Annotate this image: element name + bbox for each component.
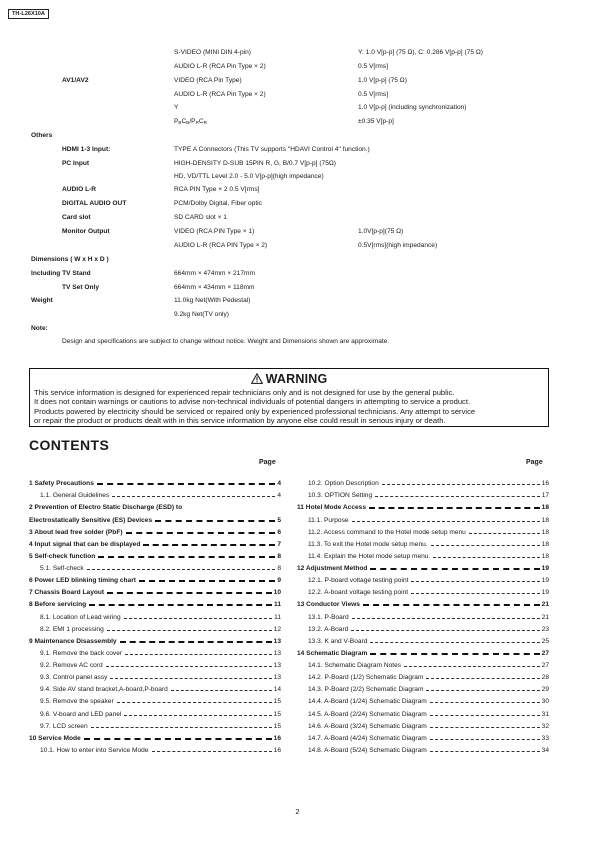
toc-entry-label: 14.6. A-Board (3/24) Schematic Diagram bbox=[308, 722, 427, 730]
toc-leader-line bbox=[89, 604, 272, 606]
toc-entry-label: 9.7. LCD screen bbox=[40, 722, 88, 730]
toc-entry[interactable] bbox=[29, 572, 281, 584]
toc-entry[interactable] bbox=[29, 621, 281, 633]
spec-av-audio: AUDIO L-R (RCA Pin Type × 2) bbox=[174, 91, 266, 98]
toc-entry[interactable] bbox=[297, 584, 549, 596]
toc-entry-label: 11.3. To exit the Hotel mode setup menu. bbox=[308, 540, 428, 548]
toc-entry-label: 9.4. Side AV stand bracket,A-board,P-board bbox=[40, 686, 168, 694]
toc-entry[interactable] bbox=[297, 608, 549, 620]
spec-digital-audio-label: DIGITAL AUDIO OUT bbox=[62, 200, 127, 207]
toc-leader-line bbox=[125, 654, 272, 655]
toc-entry[interactable] bbox=[297, 560, 549, 572]
model-number-tag: TH-L26X10A bbox=[8, 9, 49, 19]
spec-hdmi-label: HDMI 1-3 Input: bbox=[62, 146, 111, 153]
warning-text bbox=[34, 388, 475, 426]
toc-entry-page: 23 bbox=[541, 625, 549, 633]
toc-entry-label: 10 Service Mode bbox=[29, 734, 81, 742]
toc-entry-page: 13 bbox=[273, 662, 281, 669]
toc-entry[interactable] bbox=[297, 548, 549, 560]
toc-leader-line bbox=[152, 751, 272, 752]
toc-leader-line bbox=[352, 618, 540, 619]
spec-incl-stand-value: 664mm × 474mm × 217mm bbox=[174, 270, 255, 277]
toc-entry-page: 25 bbox=[541, 637, 549, 645]
toc-entry[interactable] bbox=[29, 669, 281, 681]
toc-entry-label: 14.7. A-Board (4/24) Schematic Diagram bbox=[308, 734, 427, 742]
toc-leader-line bbox=[98, 556, 275, 558]
toc-entry-page: 15 bbox=[273, 722, 281, 730]
page-number: 2 bbox=[295, 807, 300, 816]
toc-entry-page: 30 bbox=[541, 698, 549, 706]
spec-pc-value: HIGH-DENSITY D-SUB 15PIN R, G, B/0.7 V[p-p] (75Ω) bbox=[174, 160, 337, 167]
toc-entry-label: 13.1. P-Board bbox=[308, 613, 349, 621]
toc-entry-label: 9.5. Remove the speaker bbox=[40, 698, 114, 706]
spec-audio-lr-value: RCA PIN Type × 2 0.5 V[rms] bbox=[174, 186, 260, 193]
toc-leader-line bbox=[433, 557, 539, 558]
toc-leader-line bbox=[106, 666, 272, 667]
toc-entry-label: 9 Maintenance Disassembly bbox=[29, 637, 117, 645]
toc-entry-label: 11.1. Purpose bbox=[308, 516, 349, 524]
toc-entry[interactable] bbox=[29, 608, 281, 620]
toc-entry[interactable] bbox=[297, 645, 549, 657]
toc-entry[interactable] bbox=[29, 681, 281, 693]
spec-av-label: AV1/AV2 bbox=[62, 77, 89, 84]
toc-entry-label: 1.1. General Guidelines bbox=[40, 492, 110, 500]
toc-entry-page: 19 bbox=[541, 577, 549, 585]
toc-entry-label: 12 Adjustment Method bbox=[297, 565, 368, 572]
toc-entry[interactable] bbox=[297, 621, 549, 633]
toc-entry-label: 2 Prevention of Electro Static Discharge (ESD) to bbox=[29, 504, 183, 512]
toc-entry[interactable] bbox=[29, 511, 281, 523]
toc-leader-line bbox=[370, 568, 539, 570]
toc-entry[interactable] bbox=[29, 596, 281, 608]
toc-entry[interactable] bbox=[29, 705, 281, 717]
warning-line: or repair the product or products dealt with in this service information by anyone else could result in serious injury or death. bbox=[34, 416, 446, 426]
toc-entry-label: 10.3. OPTION Setting bbox=[308, 492, 373, 500]
toc-entry[interactable] bbox=[29, 693, 281, 705]
toc-entry-label: 8.1. Location of Lead wiring bbox=[40, 613, 121, 621]
toc-entry-label: 11 Hotel Mode Access bbox=[297, 504, 367, 512]
toc-entry-label: 14.1. Schematic Diagram Notes bbox=[308, 662, 402, 669]
spec-pc-sync-value: HD, VD/TTL Level 2.0 - 5.0 V[p-p](high impedance) bbox=[174, 173, 324, 180]
toc-entry-page: 28 bbox=[541, 674, 549, 682]
toc-entry[interactable] bbox=[297, 499, 549, 511]
toc-entry[interactable] bbox=[297, 693, 549, 705]
toc-entry-page: 13 bbox=[273, 674, 281, 682]
toc-entry-label: 6 Power LED blinking timing chart bbox=[29, 577, 136, 585]
toc-entry[interactable] bbox=[29, 560, 281, 572]
toc-leader-line bbox=[120, 641, 272, 643]
toc-entry[interactable] bbox=[297, 705, 549, 717]
toc-entry-page: 4 bbox=[277, 480, 281, 488]
toc-leader-line bbox=[404, 666, 540, 667]
toc-entry[interactable] bbox=[297, 657, 549, 669]
toc-leader-line bbox=[363, 604, 540, 606]
toc-leader-line bbox=[117, 702, 272, 703]
toc-entry-page: 34 bbox=[541, 746, 549, 754]
toc-entry-label: 14.2. P-Board (1/2) Schematic Diagram bbox=[308, 674, 424, 682]
spec-monitor-audio-value: 0.5V[rms](high impedance) bbox=[358, 242, 438, 249]
toc-entry-page: 18 bbox=[541, 540, 549, 548]
toc-entry-label: 13 Conductor Views bbox=[297, 601, 360, 609]
toc-right-column bbox=[297, 475, 549, 754]
warning-box bbox=[29, 368, 549, 427]
toc-leader-line bbox=[370, 642, 539, 643]
toc-entry[interactable] bbox=[297, 596, 549, 608]
toc-entry-label: 12.2. A-board voltage testing point bbox=[308, 589, 409, 597]
spec-hdmi-value: TYPE A Connectors (This TV supports "HDAVI Control 4" function.) bbox=[174, 146, 370, 153]
spec-dimensions-heading: Dimensions ( W x H x D ) bbox=[31, 256, 109, 263]
toc-entry-page: 13 bbox=[273, 649, 281, 657]
toc-entry-page: 11 bbox=[274, 613, 281, 621]
toc-entry[interactable] bbox=[297, 524, 549, 536]
toc-leader-line bbox=[430, 739, 540, 740]
warning-icon bbox=[251, 373, 263, 384]
spec-component-y: Y bbox=[174, 104, 179, 111]
toc-leader-line bbox=[171, 690, 272, 691]
spec-audio-lr-label: AUDIO L-R bbox=[62, 186, 97, 193]
toc-entry-page: 11 bbox=[274, 601, 281, 609]
spec-digital-audio-value: PCM/Dolby Digital, Fiber optic bbox=[174, 200, 262, 207]
spec-tv-only-label: TV Set Only bbox=[62, 284, 100, 291]
spec-tv-only-value: 664mm × 434mm × 118mm bbox=[174, 284, 255, 291]
spec-monitor-audio: AUDIO L-R (RCA PIN Type × 2) bbox=[174, 242, 268, 249]
toc-entry[interactable] bbox=[29, 633, 281, 645]
warning-line: This service information is designed for experienced repair technicians only and is not designed for use by the general public. bbox=[34, 388, 455, 397]
toc-entry-page: 4 bbox=[277, 492, 281, 500]
toc-leader-line bbox=[107, 630, 272, 631]
spec-svideo: S-VIDEO (MINI DIN 4-pin) bbox=[174, 49, 251, 56]
spec-note-heading: Note: bbox=[31, 325, 48, 332]
toc-entry-page: 27 bbox=[541, 662, 549, 669]
toc-entry-page: 16 bbox=[273, 734, 281, 742]
toc-entry-page: 16 bbox=[273, 746, 281, 754]
toc-entry[interactable] bbox=[29, 548, 281, 560]
toc-leader-line bbox=[87, 569, 276, 570]
contents-title: CONTENTS bbox=[29, 437, 110, 453]
toc-entry[interactable] bbox=[297, 633, 549, 645]
toc-leader-line bbox=[469, 533, 540, 534]
toc-entry[interactable] bbox=[297, 730, 549, 742]
toc-leader-line bbox=[411, 581, 539, 582]
toc-entry-label: 9.3. Control panel assy bbox=[40, 674, 108, 682]
toc-entry-label: 1 Safety Precautions bbox=[29, 480, 94, 488]
spec-svideo-audio-value: 0.5 V[rms] bbox=[358, 63, 389, 70]
toc-leader-line bbox=[369, 507, 540, 509]
toc-entry-label: 14.4. A-Board (1/24) Schematic Diagram bbox=[308, 698, 427, 706]
toc-leader-line bbox=[97, 483, 275, 485]
toc-entry-label: 4 Input signal that can be displayed bbox=[29, 540, 141, 548]
toc-left-column bbox=[29, 475, 281, 754]
toc-leader-line bbox=[107, 592, 272, 594]
toc-entry-label: 5 Self-check function bbox=[29, 552, 96, 560]
spec-svideo-value: Y: 1.0 V[p-p] (75 Ω), C: 0.286 V[p-p] (75 Ω) bbox=[358, 49, 483, 56]
spec-incl-stand-label: Including TV Stand bbox=[31, 270, 91, 277]
toc-leader-line bbox=[431, 545, 540, 546]
toc-entry-page: 29 bbox=[541, 686, 549, 694]
toc-entry-label: 11.4. Explain the Hotel mode setup menu. bbox=[308, 552, 431, 560]
toc-entry[interactable] bbox=[297, 487, 549, 499]
toc-entry-page: 8 bbox=[277, 552, 281, 560]
toc-leader-line bbox=[84, 738, 272, 740]
toc-entry-page: 10 bbox=[273, 589, 281, 597]
toc-entry-label: 14.5. A-Board (2/24) Schematic Diagram bbox=[308, 710, 427, 718]
toc-entry[interactable] bbox=[29, 536, 281, 548]
toc-entry[interactable] bbox=[297, 718, 549, 730]
toc-entry-page: 31 bbox=[541, 710, 549, 718]
spec-card-slot-label: Card slot bbox=[62, 214, 91, 221]
toc-leader-line bbox=[426, 678, 539, 679]
toc-leader-line bbox=[112, 496, 275, 497]
toc-entry-page: 21 bbox=[541, 601, 549, 609]
toc-entry-page: 18 bbox=[541, 504, 549, 512]
toc-entry-page: 19 bbox=[541, 565, 549, 572]
toc-entry-label: 12.1. P-board voltage testing point bbox=[308, 577, 409, 585]
toc-leader-line bbox=[426, 690, 539, 691]
toc-entry-page: 17 bbox=[541, 492, 549, 500]
toc-entry-label: 8.2. EMI 1 processing bbox=[40, 625, 104, 633]
spec-card-slot-value: SD CARD slot × 1 bbox=[174, 214, 227, 221]
toc-entry-page: 19 bbox=[541, 589, 549, 597]
toc-entry[interactable] bbox=[297, 511, 549, 523]
spec-note-text: Design and specifications are subject to change without notice. Weight and Dimensions shown are approximate. bbox=[62, 338, 390, 345]
warning-line: It does not contain warnings or cautions to advise non-technical individuals of potential dangers in attempting to service a product. bbox=[34, 397, 471, 407]
toc-leader-line bbox=[155, 520, 275, 522]
spec-av-video: VIDEO (RCA Pin Type) bbox=[174, 77, 242, 84]
toc-leader-line bbox=[124, 618, 272, 619]
toc-leader-line bbox=[382, 484, 540, 485]
spec-weight-tv-only: 9.2kg Net(TV only) bbox=[174, 311, 229, 318]
warning-line: Products powered by electricity should be serviced or repaired only by experienced professional technicians. Any attempt to service bbox=[34, 406, 476, 416]
toc-leader-line bbox=[430, 727, 540, 728]
toc-leader-line bbox=[91, 727, 272, 728]
toc-entry[interactable] bbox=[29, 730, 281, 742]
toc-entry-label: 3 About lead free solder (PbF) bbox=[29, 528, 123, 536]
toc-entry[interactable] bbox=[29, 645, 281, 657]
spec-monitor-video-value: 1.0V[p-p](75 Ω) bbox=[358, 228, 404, 235]
toc-leader-line bbox=[411, 593, 540, 594]
toc-entry[interactable] bbox=[29, 657, 281, 669]
toc-leader-line bbox=[126, 532, 276, 534]
toc-entry[interactable] bbox=[297, 669, 549, 681]
toc-leader-line bbox=[110, 678, 271, 679]
page-column-header-left: Page bbox=[259, 459, 276, 466]
spec-monitor-video: VIDEO (RCA PIN Type × 1) bbox=[174, 228, 255, 235]
spec-monitor-output-label: Monitor Output bbox=[62, 228, 110, 235]
toc-entry-page: 21 bbox=[541, 613, 549, 621]
toc-entry-page: 8 bbox=[277, 565, 281, 572]
toc-entry-page: 15 bbox=[273, 710, 281, 718]
toc-entry[interactable] bbox=[29, 475, 281, 487]
toc-entry-label: 9.1. Remove the back cover bbox=[40, 649, 123, 657]
toc-entry-label: 13.3. K and V-Board bbox=[308, 637, 368, 645]
toc-entry[interactable] bbox=[297, 572, 549, 584]
toc-entry-label: 10.1. How to enter into Service Mode bbox=[40, 746, 149, 754]
toc-entry-page: 18 bbox=[541, 552, 549, 560]
toc-entry[interactable] bbox=[297, 475, 549, 487]
warning-title-text: WARNING bbox=[265, 372, 328, 386]
toc-entry[interactable] bbox=[297, 742, 549, 754]
toc-leader-line bbox=[430, 751, 540, 752]
toc-leader-line bbox=[430, 715, 540, 716]
spec-others-heading: Others bbox=[31, 132, 53, 139]
toc-leader-line bbox=[375, 496, 540, 497]
toc-entry-label: Electrostatically Sensitive (ES) Devices bbox=[29, 516, 153, 524]
toc-leader-line bbox=[370, 653, 539, 655]
toc-entry-page: 16 bbox=[541, 480, 549, 488]
toc-entry[interactable] bbox=[29, 487, 281, 499]
toc-entry-page: 27 bbox=[541, 649, 549, 657]
toc-entry-label: 10.2. Option Description bbox=[308, 480, 379, 488]
toc-entry[interactable] bbox=[297, 536, 549, 548]
toc-entry-page: 18 bbox=[541, 516, 549, 524]
toc-entry-label: 8 Before servicing bbox=[29, 601, 87, 609]
toc-entry-label: 14.3. P-Board (2/2) Schematic Diagram bbox=[308, 686, 424, 694]
toc-entry-page: 14 bbox=[273, 686, 281, 694]
toc-leader-line bbox=[352, 521, 540, 522]
toc-entry-label: 13.2. A-Board bbox=[308, 625, 349, 633]
toc-entry-page: 7 bbox=[277, 540, 281, 548]
toc-entry-label: 11.2. Access command to the Hotel mode setup menu bbox=[308, 528, 466, 536]
spec-svideo-audio: AUDIO L-R (RCA Pin Type × 2) bbox=[174, 63, 266, 70]
toc-leader-line bbox=[139, 580, 275, 582]
spec-av-video-value: 1.0 V[p-p] (75 Ω) bbox=[358, 77, 407, 84]
toc-entry-label: 14.8. A-Board (5/24) Schematic Diagram bbox=[308, 746, 427, 754]
toc-entry-page: 6 bbox=[277, 528, 281, 536]
toc-entry-page: 9 bbox=[277, 577, 281, 585]
toc-leader-line bbox=[124, 715, 271, 716]
toc-entry[interactable] bbox=[29, 499, 281, 511]
spec-component-pbcb: $P_BC_B/P_RC_R$ bbox=[174, 118, 207, 125]
toc-entry-page: 18 bbox=[541, 528, 549, 536]
toc-leader-line bbox=[351, 630, 539, 631]
toc-leader-line bbox=[143, 544, 275, 546]
spec-av-audio-value: 0.5 V[rms] bbox=[358, 91, 389, 98]
toc-entry[interactable] bbox=[29, 584, 281, 596]
toc-entry[interactable] bbox=[29, 742, 281, 754]
toc-entry-page: 13 bbox=[273, 637, 281, 645]
toc-entry[interactable] bbox=[29, 524, 281, 536]
spec-weight-pedestal: 11.0kg Net(With Pedestal) bbox=[174, 297, 251, 304]
toc-entry-page: 5 bbox=[277, 516, 281, 524]
toc-entry-page: 12 bbox=[273, 625, 281, 633]
toc-entry-label: 7 Chassis Board Layout bbox=[29, 589, 105, 597]
toc-entry-page: 33 bbox=[541, 734, 549, 742]
toc-entry-page: 15 bbox=[273, 698, 281, 706]
toc-entry[interactable] bbox=[297, 681, 549, 693]
warning-title bbox=[30, 372, 548, 386]
toc-entry-label: 9.2. Remove AC cord bbox=[40, 662, 103, 669]
toc-entry-page: 32 bbox=[541, 722, 549, 730]
spec-pc-label: PC Input bbox=[62, 160, 90, 167]
toc-entry-label: 9.6. V-board and LED panel bbox=[40, 710, 122, 718]
spec-weight-label: Weight bbox=[31, 297, 53, 304]
spec-component-y-value: 1.0 V[p-p] (including synchronization) bbox=[358, 104, 467, 111]
toc-entry-label: 14 Schematic Diagram bbox=[297, 649, 368, 657]
toc-entry[interactable] bbox=[29, 718, 281, 730]
spec-component-pbcb-value: ±0.35 V[p-p] bbox=[358, 118, 394, 125]
page-column-header-right: Page bbox=[526, 459, 543, 466]
toc-leader-line bbox=[430, 702, 540, 703]
toc-entry-label: 5.1. Self-check bbox=[40, 565, 84, 572]
